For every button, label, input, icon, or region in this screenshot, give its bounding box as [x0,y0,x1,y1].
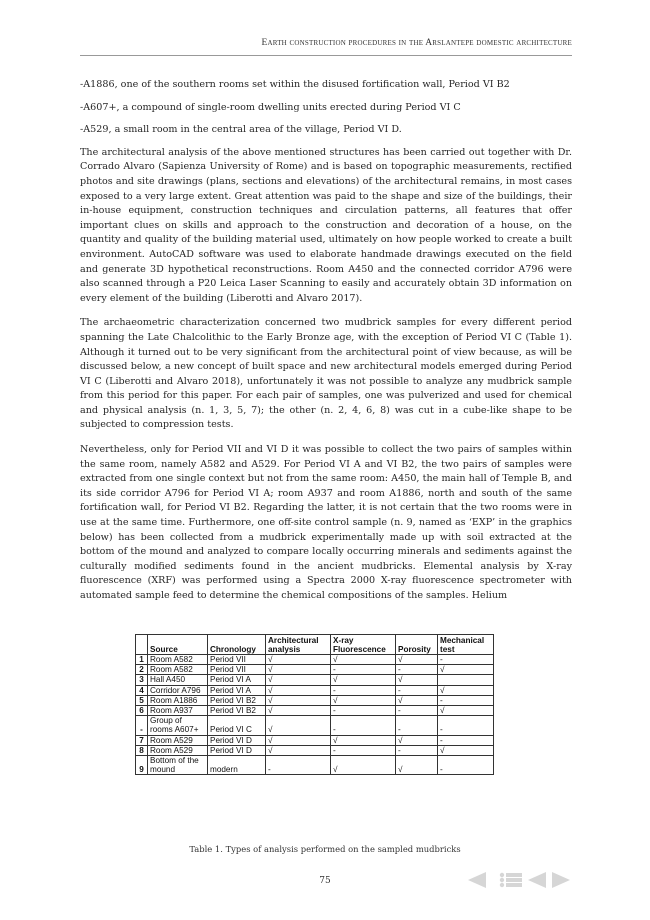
table-row [136,735,494,745]
sample-number-cell: - [136,716,148,735]
list-item: -A607+, a compound of single-room dwelling units erected during Period VI C [80,101,461,113]
contents-icon[interactable] [500,873,522,887]
sample-number-cell: 1 [136,655,148,665]
table-row [136,745,494,755]
table-header-cell: Source [148,635,208,655]
table-header-cell [136,635,148,655]
sample-number-cell: 9 [136,756,148,775]
table-cell: Period VI D [208,745,266,755]
table-header-cell: Porosity [396,635,438,655]
table-cell: √ [331,756,396,775]
page-number: 75 [319,876,331,886]
table-cell: √ [396,675,438,685]
table-row [136,655,494,665]
table-cell: √ [438,665,494,675]
table-cell: Hall A450 [148,675,208,685]
list-item: -A529, a small room in the central area of the village, Period VI D. [80,124,402,136]
table-cell: - [331,685,396,695]
running-head: Earth construction procedures in the Arslantepe domestic architecture [261,38,572,48]
table-row [136,756,494,775]
analysis-table [135,634,494,775]
table-cell: √ [396,695,438,705]
table-header-cell: Architectural analysis [266,635,331,655]
sample-number-cell: 6 [136,706,148,716]
table-header-row [136,635,494,655]
table-cell: Period VI D [208,735,266,745]
table-cell: Period VI A [208,675,266,685]
previous-page-icon[interactable] [528,872,546,888]
sample-number-cell: 5 [136,695,148,705]
next-page-icon[interactable] [552,872,570,888]
first-page-icon[interactable] [468,872,486,888]
header-rule [80,55,572,56]
table-row [136,716,494,735]
page-navigation [468,870,572,890]
table-cell: - [331,745,396,755]
table-row [136,685,494,695]
table-cell: Room A937 [148,706,208,716]
table-row [136,695,494,705]
table-cell: √ [331,675,396,685]
table-cell: Bottom of the mound [148,756,208,775]
table-cell: √ [396,655,438,665]
table-row [136,675,494,685]
table-cell: √ [266,675,331,685]
paragraph: Nevertheless, only for Period VII and VI D it was possible to collect the two pairs of samples within the same room, namely A582 and A529. For Period VI A and VI B2, the two pairs of samples were extracted from one single context but not from the same room: A450, the main hall of Temple B, and its side corridor A796 for Period VI A; room A937 and room A1886, north and south of the same fortification wall, for Period VI B2. Regarding the latter, it is not certain that the two rooms were in use at the same time. Furthermore, one off-site control sample (n. 9, named as ‘EXP’ in the graphics below) has been collected from a mudbrick experimentally made up with soil extracted at the bottom of the mound and analyzed to compare locally occurring minerals and sediments against the culturally modified sediments found in the ancient mudbricks. Elemental analysis by X-ray fluorescence (XRF) was performed using a Spectra 2000 X-ray fluorescence spectrometer with automated sample feed to determine the chemical compositions of the samples. Helium [80,444,572,601]
body-text [80,78,572,614]
table-cell: √ [266,745,331,755]
table-cell: Period VI A [208,685,266,695]
table-cell: Period VI C [208,716,266,735]
table-cell: modern [208,756,266,775]
table-cell: Room A1886 [148,695,208,705]
table-cell: √ [438,745,494,755]
table-cell: Room A529 [148,735,208,745]
list-item: -A1886, one of the southern rooms set within the disused fortification wall, Period VI B2 [80,79,510,90]
table-cell: - [438,756,494,775]
table-cell: Period VII [208,665,266,675]
table-cell: √ [266,735,331,745]
table-cell [438,675,494,685]
table-cell: - [438,655,494,665]
table-cell: Corridor A796 [148,685,208,695]
table-cell: - [396,665,438,675]
table-header-cell: X-ray Fluorescence [331,635,396,655]
table-cell: - [396,745,438,755]
sample-number-cell: 3 [136,675,148,685]
table-cell: √ [266,655,331,665]
table-cell: √ [438,706,494,716]
table-cell: √ [266,695,331,705]
table-cell: - [438,735,494,745]
table-cell: √ [396,756,438,775]
table-cell: - [331,665,396,675]
table-row [136,665,494,675]
table-cell: Group of rooms A607+ [148,716,208,735]
table-cell: - [331,706,396,716]
table-cell: Period VI B2 [208,706,266,716]
sample-number-cell: 7 [136,735,148,745]
table-cell: √ [331,735,396,745]
table-cell: √ [331,655,396,665]
table-cell: Period VI B2 [208,695,266,705]
table-cell: √ [266,665,331,675]
table-cell: - [438,716,494,735]
table-cell: - [396,685,438,695]
table-cell: - [396,716,438,735]
table-cell: √ [331,695,396,705]
paragraph: The architectural analysis of the above mentioned structures has been carried out together with Dr. Corrado Alvaro (Sapienza University of Rome) and is based on topographic measurements, rectified photos and site drawings (plans, sections and elevations) of the architectural remains, in most cases exposed to a very large extent. Great attention was paid to the shape and size of the buildings, their in-house equipment, construction techniques and circulation patterns, all features that offer important clues on skills and approach to the construction and decoration of a house, on the quantity and quality of the building material used, ultimately on how people worked to create a built environment. AutoCAD software was used to elaborate handmade drawings executed on the field and generate 3D hypothetical reconstructions. Room A450 and the connected corridor A796 were also scanned through a P20 Leica Laser Scanning to easily and accurately obtain 3D information on every element of the building (Liberotti and Alvaro 2017). [80,146,572,304]
sample-number-cell: 4 [136,685,148,695]
table-cell: Room A582 [148,655,208,665]
table-cell: √ [438,685,494,695]
table-cell: Period VII [208,655,266,665]
table-cell: Room A582 [148,665,208,675]
table-cell: √ [266,685,331,695]
table-caption: Table 1. Types of analysis performed on the sampled mudbricks [189,844,461,854]
table-cell: √ [266,706,331,716]
table-row [136,706,494,716]
table-cell: - [396,706,438,716]
table-header-cell: Mechanical test [438,635,494,655]
table-cell: √ [396,735,438,745]
table-cell: - [438,695,494,705]
table-cell: - [266,756,331,775]
table-cell: - [331,716,396,735]
sample-number-cell: 2 [136,665,148,675]
table-header-cell: Chronology [208,635,266,655]
table-cell: Room A529 [148,745,208,755]
table-cell: √ [266,716,331,735]
sample-number-cell: 8 [136,745,148,755]
paragraph: The archaeometric characterization concerned two mudbrick samples for every different period spanning the Late Chalcolithic to the Early Bronze age, with the exception of Period VI C (Table 1). Although it turned out to be very significant from the architectural point of view because, as will be discussed below, a new concept of built space and new architectural models emerged during Period VI C (Liberotti and Alvaro 2018), unfortunately it was not possible to analyze any mudbrick sample from this period for this paper. For each pair of samples, one was pulverized and used for chemical and physical analysis (n. 1, 3, 5, 7); the other (n. 2, 4, 6, 8) was cut in a cube-like shape to be subjected to compression tests. [80,317,572,431]
